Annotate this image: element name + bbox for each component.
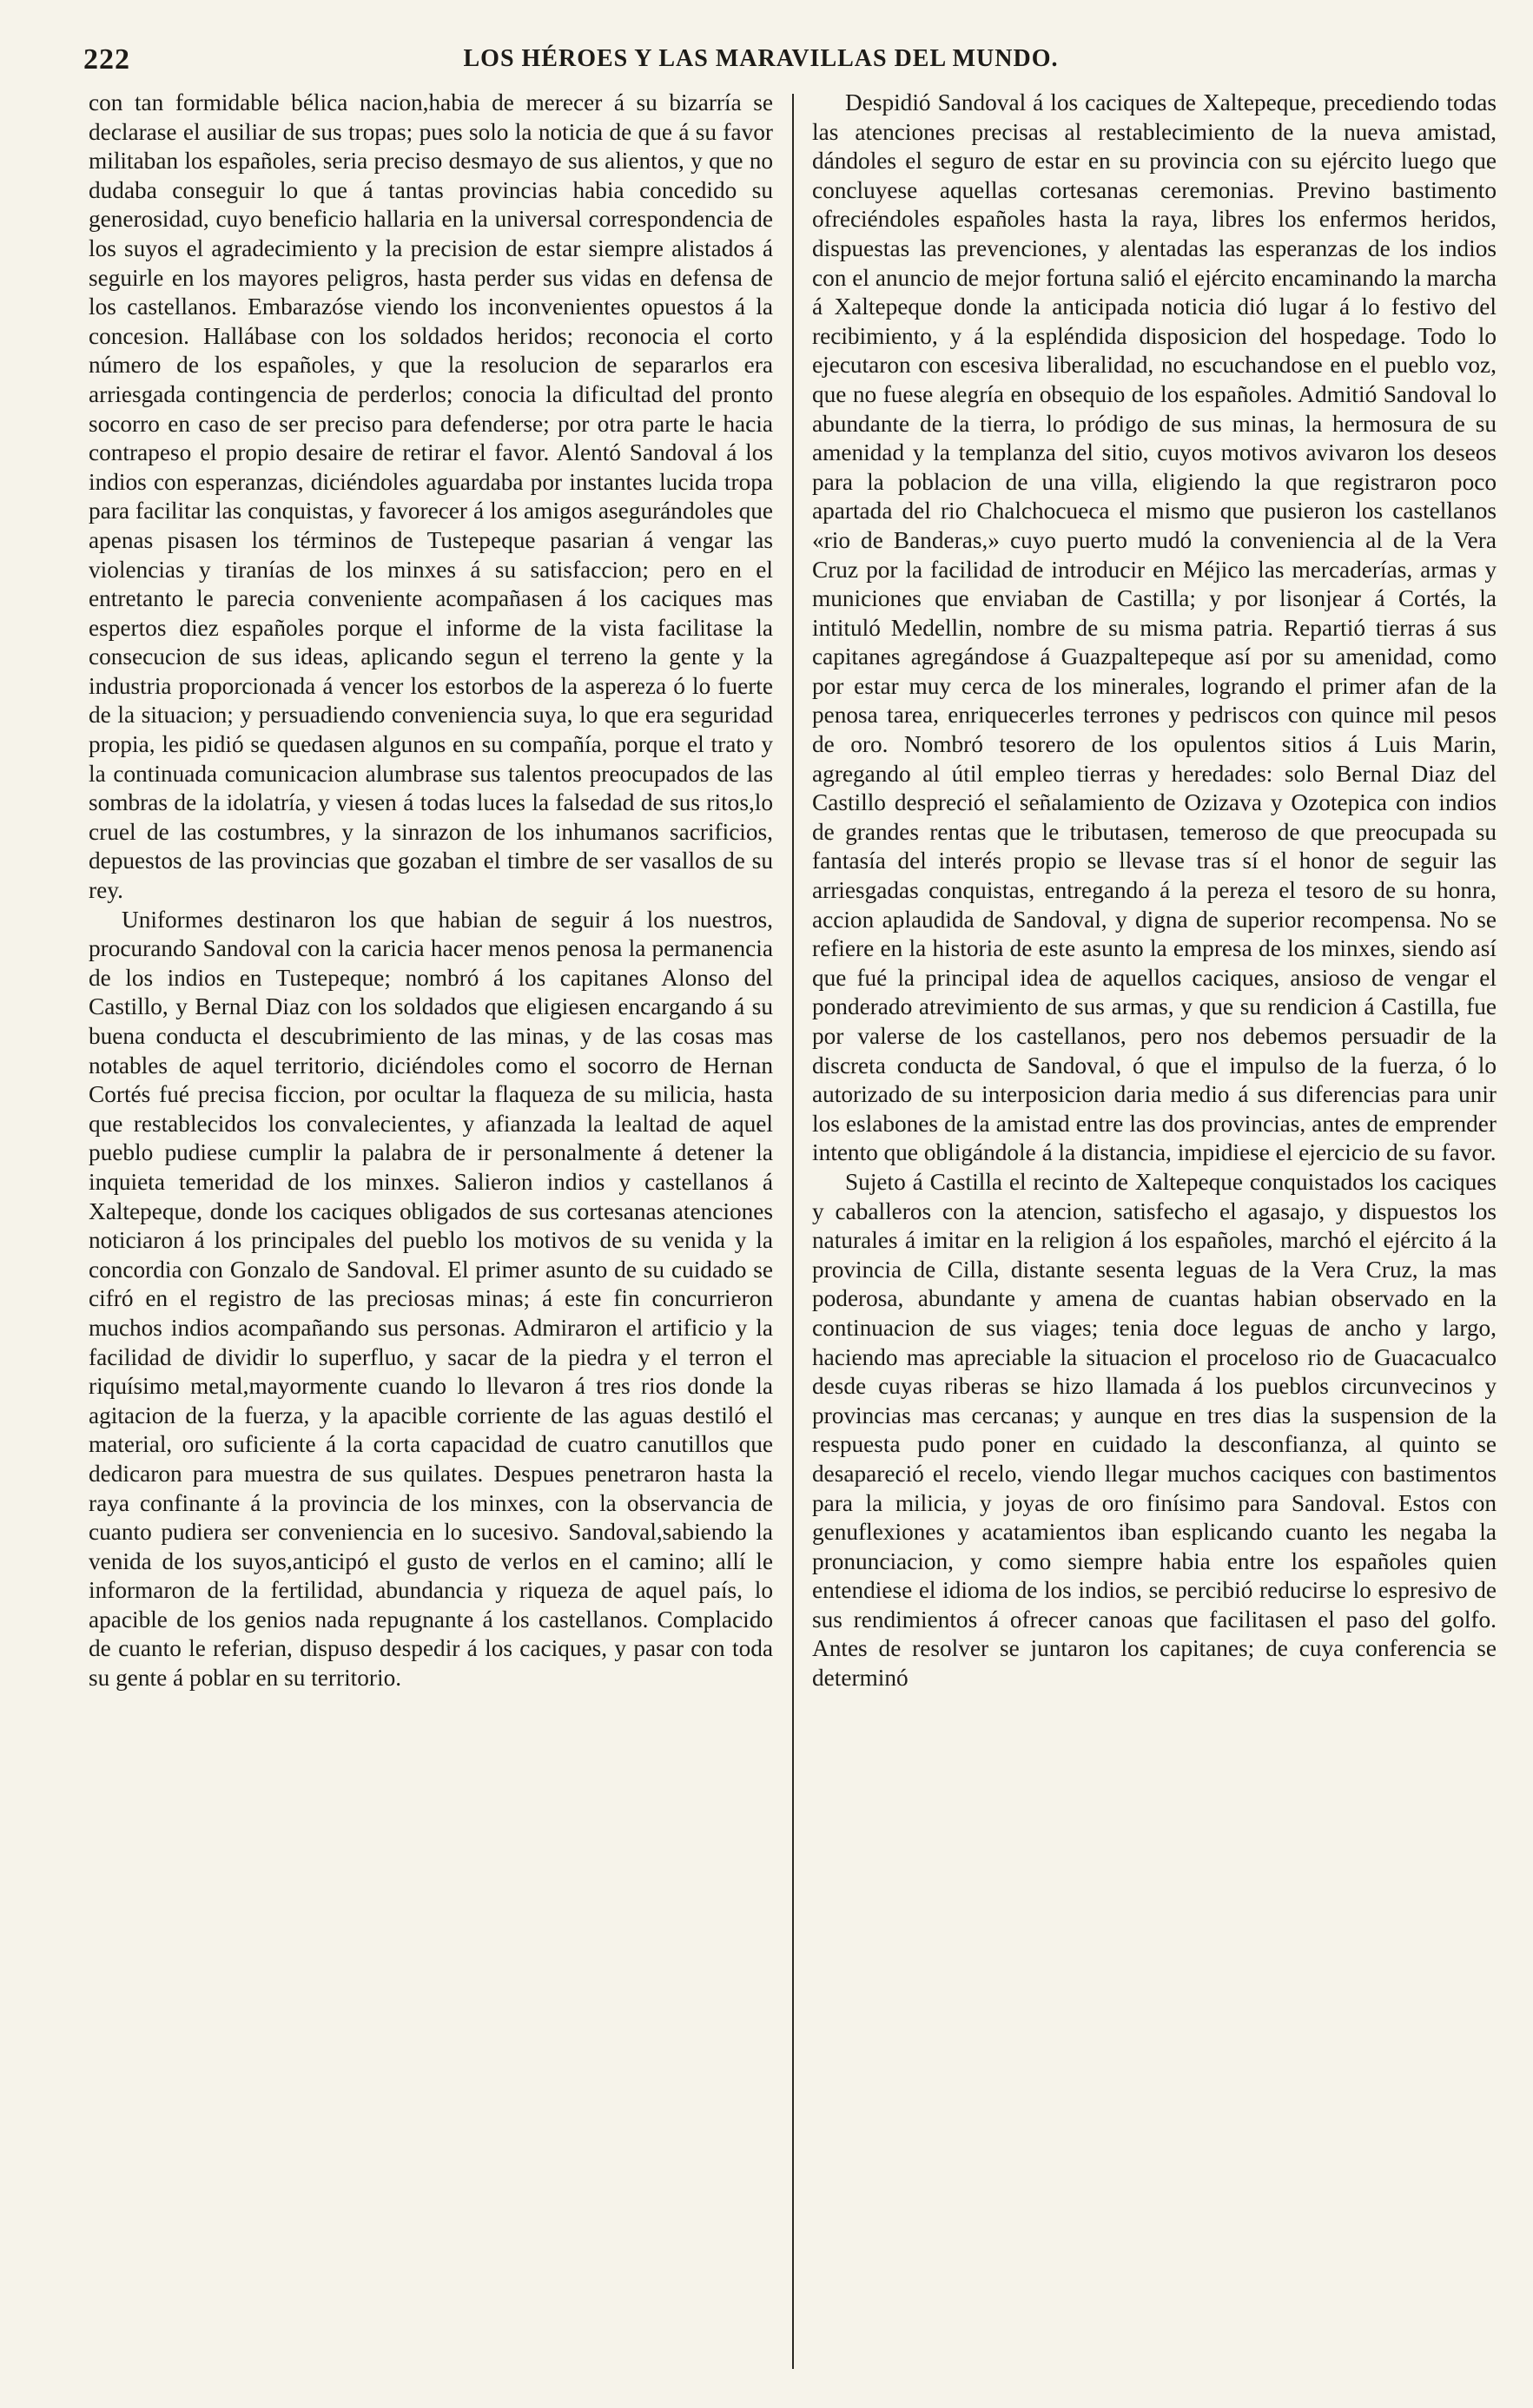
right-column <box>812 89 1497 1693</box>
left-column <box>89 89 773 1693</box>
left-paragraph-1: con tan formidable bélica nacion,habia de merecer á su bizarría se declarase el ausiliar de sus tropas; pues solo la noticia de que á su favor militaban los españoles, seria preciso desmayo de sus alientos, y que no dudaba conseguir lo que á tantas provincias habia concedido su generosidad, cuyo beneficio hallaria en la universal correspondencia de los suyos el agradecimiento y la precision de estar siempre alistados á seguirle en los mayores peligros, hasta perder sus vidas en defensa de los castellanos. Embarazóse viendo los inconvenientes opuestos á la concesion. Hallábase con los soldados heridos; reconocia el corto número de los españoles, y que la resolucion de separarlos era arriesgada contingencia de perderlos; conocia la dificultad del pronto socorro en caso de ser preciso para defenderse; por otra parte le hacia contrapeso el propio desaire de retirar el favor. Alentó Sandoval á los indios con esperanzas, diciéndoles aguardaba por instantes lucida tropa para facilitar las conquistas, y favorecer á los amigos asegurándoles que apenas pisasen los términos de Tustepeque pasarian á vengar las violencias y tiranías de los minxes á su satisfaccion; pero en el entretanto le parecia conveniente acompañasen á los caciques mas espertos diez españoles porque el informe de la vista facilitase la consecucion de sus ideas, aplicando segun el terreno la gente y la industria proporcionada á vencer los estorbos de la aspereza ó lo fuerte de la situacion; y persuadiendo conveniencia suya, lo que era seguridad propia, les pidió se quedasen algunos en su compañía, porque el trato y la continuada comunicacion alumbrase sus talentos preocupados de las sombras de la idolatría, y viesen á todas luces la falsedad de sus ritos,lo cruel de las costumbres, y la sinrazon de los inhumanos sacrificios, depuestos de las provincias que gozaban el timbre de ser vasallos de su rey. <box>89 89 773 904</box>
column-divider <box>792 94 794 2369</box>
page-number: 222 <box>83 43 130 76</box>
page-header <box>83 42 1438 85</box>
running-title: LOS HÉROES Y LAS MARAVILLAS DEL MUNDO. <box>463 45 1059 72</box>
right-paragraph-1: Despidió Sandoval á los caciques de Xaltepeque, precediendo todas las atenciones precisas al restablecimiento de la nueva amistad, dándoles el seguro de estar en su provincia con su ejército luego que concluyese aquellas cortesanas ceremonias. Previno bastimento ofreciéndoles españoles hasta la raya, libres los enfermos heridos, dispuestas las prevenciones, y alentadas las esperanzas de los indios con el anuncio de mejor fortuna salió el ejército encaminando la marcha á Xaltepeque donde la anticipada noticia dió lugar á lo festivo del recibimiento, y á la espléndida disposicion del hospedage. Todo lo ejecutaron con escesiva liberalidad, no escuchandose en el pueblo voz, que no fuese alegría en obsequio de los españoles. Admitió Sandoval lo abundante de la tierra, lo pródigo de sus minas, la hermosura de su amenidad y la templanza del sitio, cuyos motivos avivaron los deseos para la poblacion de una villa, eligiendo la que registraron poco apartada del rio Chalchocueca el mismo que pusieron los castellanos «rio de Banderas,» cuyo puerto mudó la conveniencia al de la Vera Cruz por la facilidad de introducir en Méjico las mercaderías, armas y municiones que enviaban de Castilla; y por lisonjear á Cortés, la intituló Medellin, nombre de su misma patria. Repartió tierras á sus capitanes agregándose á Guazpaltepeque así por su amenidad, como por estar muy cerca de los minerales, logrando el primer afan de la penosa tarea, enriquecerles terrones y pedriscos con quince mil pesos de oro. Nombró tesorero de los opulentos sitios á Luis Marin, agregando al útil empleo tierras y heredades: solo Bernal Diaz del Castillo despreció el señalamiento de Ozizava y Ozotepica con indios de grandes rentas que le tributasen, temeroso de que preocupada su fantasía del interés propio se llevase tras sí el honor de seguir las arriesgadas conquistas, entregando á la pereza el tesoro de su honra, accion aplaudida de Sandoval, y digna de superior recompensa. No se refiere en la historia de este asunto la empresa de los minxes, siendo así que fué la principal idea de aquellos caciques, ansioso de vengar el ponderado atrevimiento de sus armas, y que su rendicion á Castilla, fue por valerse de los castellanos, pero nos debemos persuadir de la discreta conducta de Sandoval, ó que el impulso de la fuerza, ó lo autorizado de su interposicion daria medio á sus diferencias para unir los eslabones de la amistad entre las dos provincias, antes de emprender intento que obligándole á la distancia, impidiese el ejercicio de su favor. <box>812 89 1497 1166</box>
right-paragraph-2: Sujeto á Castilla el recinto de Xaltepeque conquistados los caciques y caballeros con la atencion, satisfecho el agasajo, y dispuestos los naturales á imitar en la religion á los españoles, marchó el ejército á la provincia de Cilla, distante sesenta leguas de la Vera Cruz, la mas poderosa, abundante y amena de cuantas habian observado en la continuacion de sus viages; tenia doce leguas de ancho y largo, haciendo mas apreciable la situacion el proceloso rio de Guacacualco desde cuyas riberas se hizo llamada á los pueblos circunvecinos y provincias mas cercanas; y aunque en tres dias la suspension de la respuesta pudo poner en cuidado la desconfianza, al quinto se desapareció el recelo, viendo llegar muchos caciques con bastimentos para la milicia, y joyas de oro finísimo para Sandoval. Estos con genuflexiones y acatamientos iban esplicando cuanto les negaba la pronunciacion, y como siempre habia entre los españoles quien entendiese el idioma de los indios, se percibió reducirse lo espresivo de sus rendimientos á ofrecer canoas que facilitasen el paso del golfo. Antes de resolver se juntaron los capitanes; de cuya conferencia se determinó <box>812 1168 1497 1692</box>
left-paragraph-2: Uniformes destinaron los que habian de seguir á los nuestros, procurando Sandoval con la caricia hacer menos penosa la permanencia de los indios en Tustepeque; nombró á los capitanes Alonso del Castillo, y Bernal Diaz con los soldados que eligiesen encargando á su buena conducta el descubrimiento de las minas, y de las cosas mas notables de aquel territorio, diciéndoles como el socorro de Hernan Cortés fué precisa ficcion, por ocultar la flaqueza de su milicia, hasta que restablecidos los convalecientes, y afianzada la lealtad de aquel pueblo pudiese cumplir la palabra de ir personalmente á detener la inquieta temeridad de los minxes. Salieron indios y castellanos á Xaltepeque, donde los caciques obligados de sus cortesanas atenciones noticiaron á los principales del pueblo los motivos de su venida y la concordia con Gonzalo de Sandoval. El primer asunto de su cuidado se cifró en el registro de las preciosas minas; á este fin concurrieron muchos indios acompañando sus personas. Admiraron el artificio y la facilidad de dividir lo superfluo, y sacar de la piedra y el terron el riquísimo metal,mayormente cuando lo llevaron á tres rios donde la agitacion de la fuerza, y la apacible corriente de las aguas destiló el material, oro suficiente á la corta capacidad de cuatro canutillos que dedicaron para muestra de sus quilates. Despues penetraron hasta la raya confinante á la provincia de los minxes, con la observancia de cuanto pudiera ser conveniencia en lo sucesivo. Sandoval,sabiendo la venida de los suyos,anticipó el gusto de verlos en el camino; allí le informaron de la fertilidad, abundancia y riqueza de aquel país, lo apacible de los genios nada repugnante á los castellanos. Complacido de cuanto le referian, dispuso despedir á los caciques, y pasar con toda su gente á poblar en su territorio. <box>89 906 773 1692</box>
